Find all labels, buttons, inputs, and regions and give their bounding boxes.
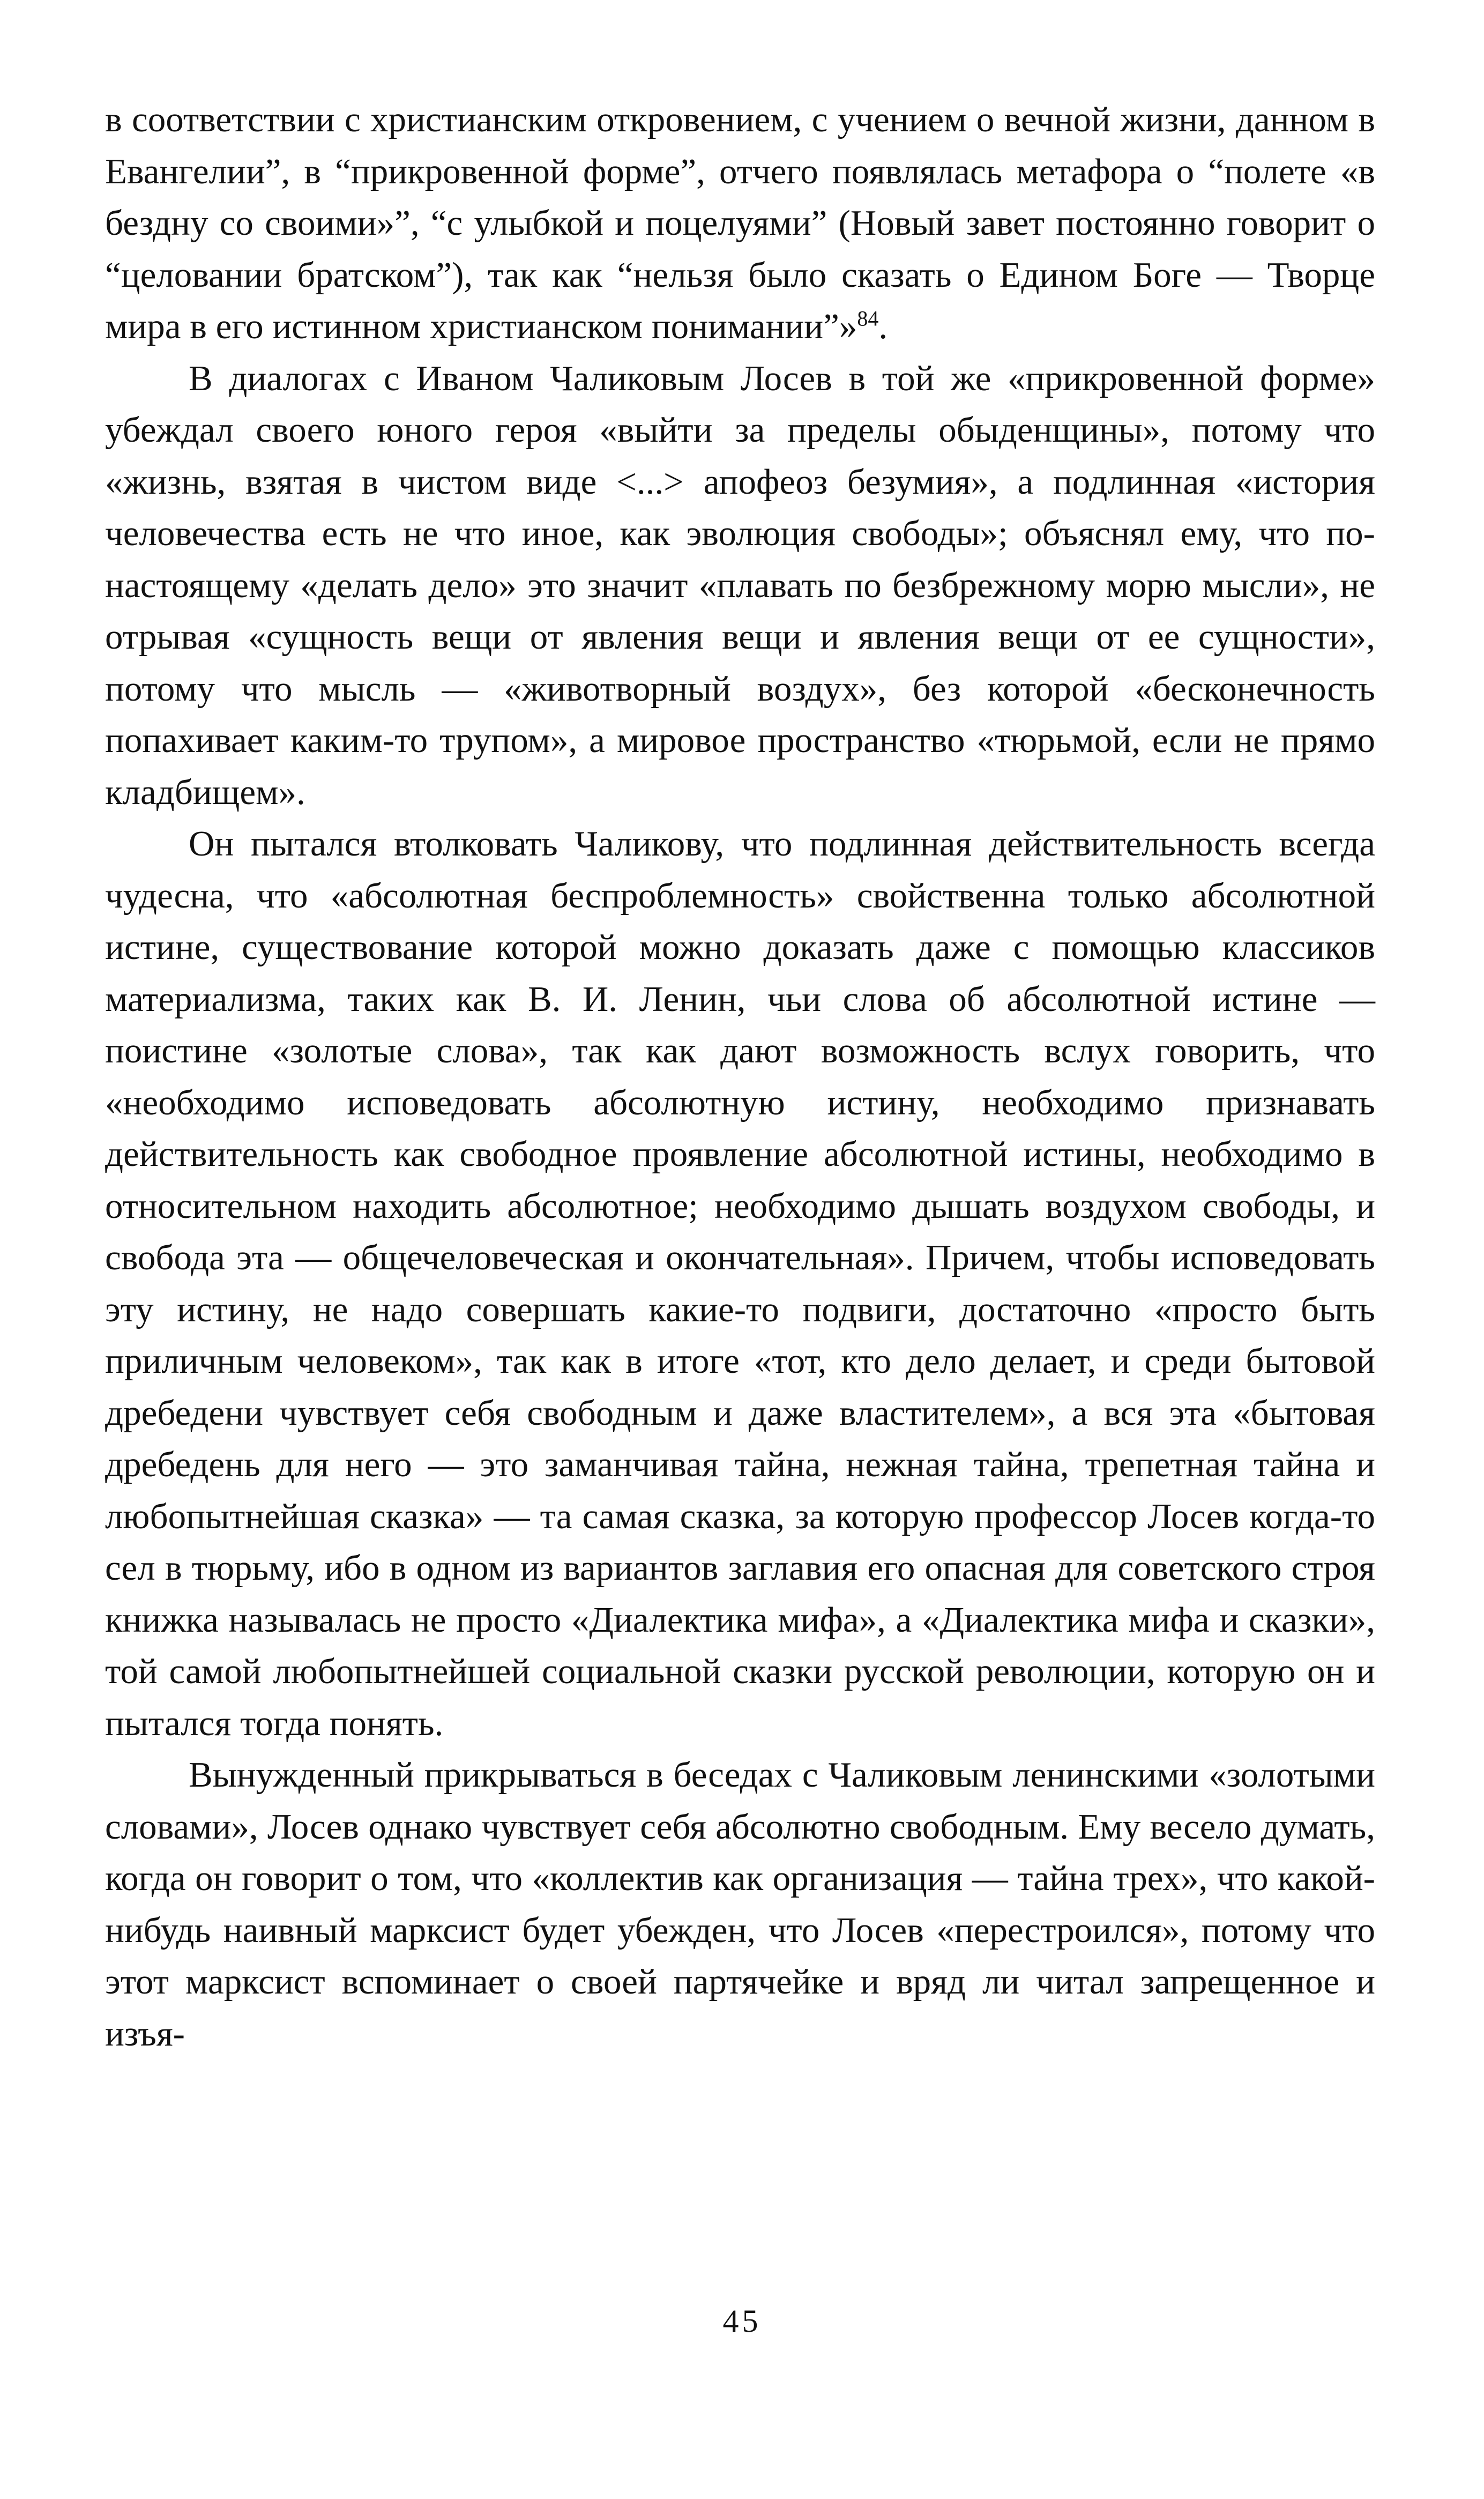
paragraph-3: Он пытался втолковать Чаликову, что подлинная действительность всегда чудесна, что «абсолютная беспроблемность» свойственна только абсолютной истине, существование которой можно доказать даже с помощью классиков материализма, таких как В. И. Ленин, чьи слова об абсолютной истине — поистине «золотые слова», так как дают возможность вслух говорить, что «необходимо исповедовать абсолютную истину, необходимо признавать действительность как свободное проявление абсолютной истины, необходимо в относительном находить абсолютное; необходимо дышать воздухом свободы, и свобода эта — общечеловеческая и окончательная». Причем, чтобы исповедовать эту истину, не надо совершать какие-то подвиги, достаточно «просто быть приличным человеком», так как в итоге «тот, кто дело делает, и среди бытовой дребедени чувствует себя свободным и даже властителем», а вся эта «бытовая дребедень для него — это заманчивая тайна, нежная тайна, трепетная тайна и любопытнейшая сказка» — та самая сказка, за которую профессор Лосев когда-то сел в тюрьму, ибо в одном из вариантов заглавия его опасная для советского строя книжка называлась не просто «Диалектика мифа», а «Диалектика мифа и сказки», той самой любопытнейшей социальной сказки русской революции, которую он и пытался тогда понять.	[105, 824, 1375, 1743]
paragraph-1-end: .	[878, 307, 888, 346]
paragraph-1-text: в соответствии с христианским откровением, с учением о вечной жизни, данном в Евангелии”, в “прикровенной форме”, отчего появлялась метафора о “полете «в бездну со своими»”, “с улыбкой и поцелуями” (Новый завет постоянно говорит о “целовании братском”), так как “нельзя было сказать о Едином Боге — Творце мира в его истинном христианском понимании”»	[105, 100, 1375, 346]
page-number: 45	[722, 2303, 762, 2339]
body-text	[105, 94, 1375, 2059]
footnote-reference[interactable]: 84	[857, 306, 879, 331]
paragraph-continuation	[105, 94, 1375, 353]
paragraph-4: Вынужденный прикрываться в беседах с Чаликовым ленинскими «золотыми словами», Лосев однако чувствует себя абсолютно свободным. Ему весело думать, когда он говорит о том, что «коллектив как организация — тайна трех», что какой-нибудь наивный марксист будет убежден, что Лосев «перестроился», потому что этот марксист вспоминает о своей партячейке и вряд ли читал запрещенное и изъя-	[105, 1755, 1375, 2054]
paragraph-2: В диалогах с Иваном Чаликовым Лосев в той же «прикровенной форме» убеждал своего юного героя «выйти за пределы обыденщины», потому что «жизнь, взятая в чистом виде <...> апофеоз безумия», а подлинная «история человечества есть не что иное, как эволюция свободы»; объяснял ему, что по-настоящему «делать дело» это значит «плавать по безбрежному морю мысли», не отрывая «сущность вещи от явления вещи и явления вещи от ее сущности», потому что мысль — «животворный воздух», без которой «бесконечность попахивает каким-то трупом», а мировое пространство «тюрьмой, если не прямо кладбищем».	[105, 358, 1375, 812]
